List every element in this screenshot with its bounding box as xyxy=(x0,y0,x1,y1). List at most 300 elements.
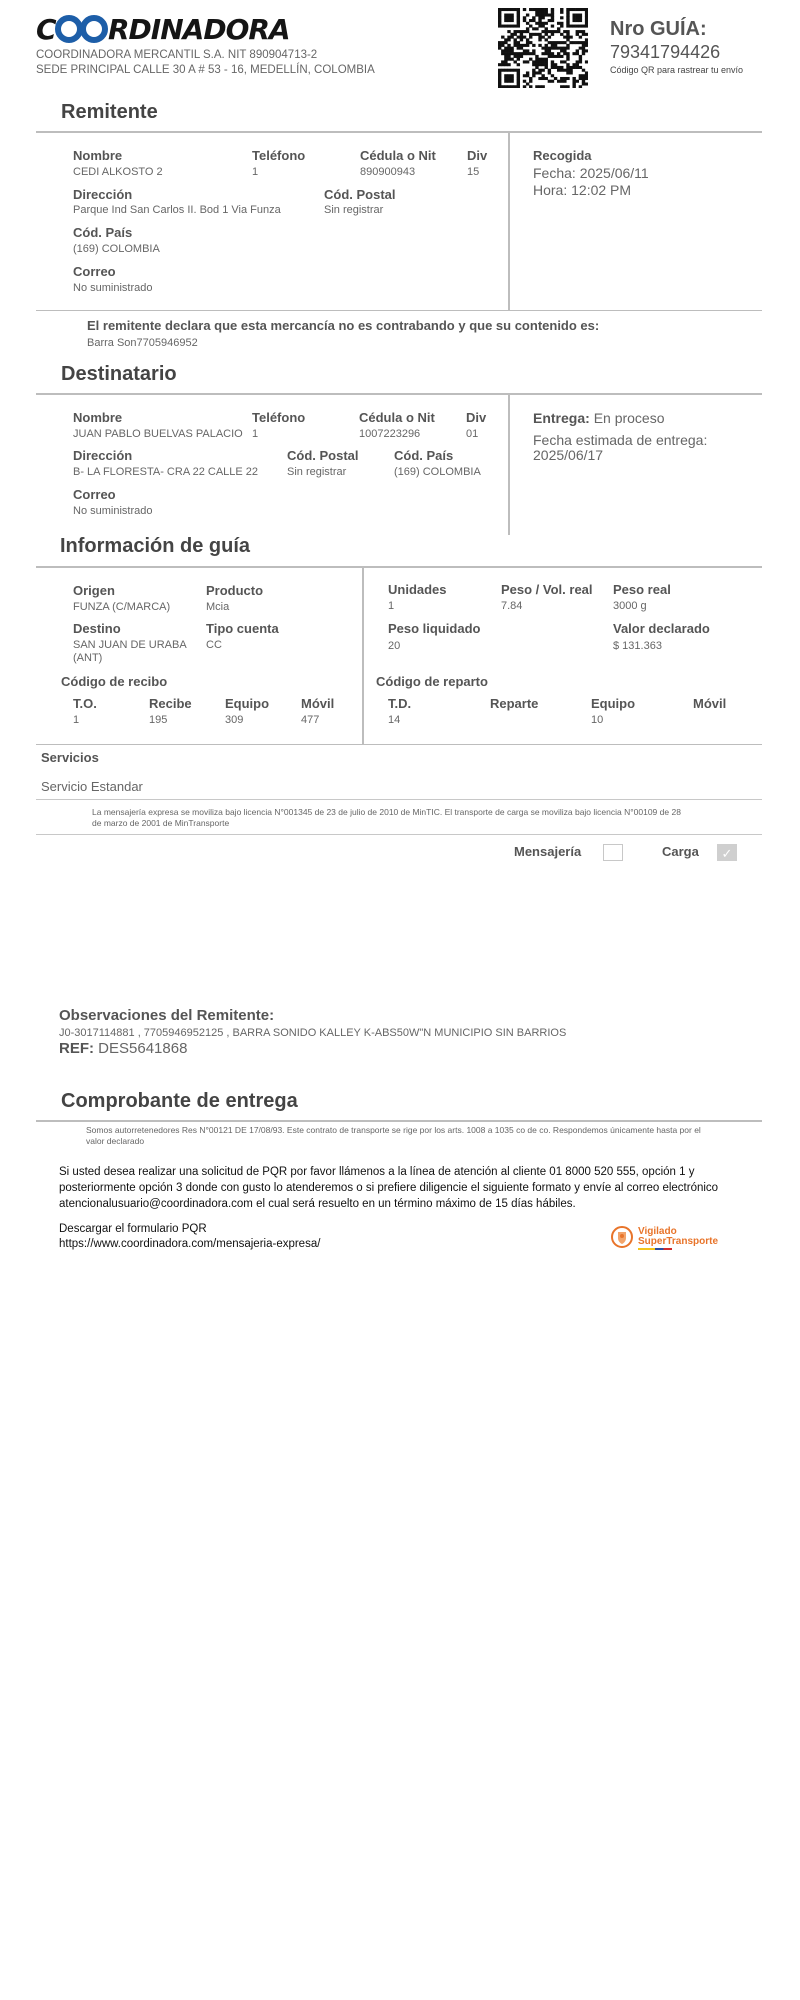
qr-module xyxy=(548,71,551,74)
qr-module xyxy=(538,8,541,11)
qr-module xyxy=(579,16,582,19)
destinatario-cedula-label: Cédula o Nit xyxy=(359,410,435,425)
qr-module xyxy=(569,41,572,44)
qr-module xyxy=(560,47,563,50)
qr-module xyxy=(507,36,510,39)
qr-module xyxy=(523,8,526,11)
qr-module xyxy=(510,77,513,80)
qr-module xyxy=(545,30,548,33)
qr-module xyxy=(585,44,588,47)
qr-module xyxy=(548,69,551,72)
qr-module xyxy=(551,66,554,69)
qr-module xyxy=(507,8,510,11)
qr-module xyxy=(498,8,501,11)
qr-module xyxy=(514,69,517,72)
divider xyxy=(508,132,510,310)
qr-module xyxy=(566,14,569,17)
declaracion-contenido: Barra Son7705946952 xyxy=(87,337,198,349)
qr-module xyxy=(560,85,563,88)
qr-module xyxy=(498,14,501,17)
qr-module xyxy=(585,25,588,28)
guide-number: 79341794426 xyxy=(610,42,721,62)
qr-module xyxy=(514,55,517,58)
qr-module xyxy=(507,44,510,47)
qr-module xyxy=(582,82,585,85)
qr-module xyxy=(498,71,501,74)
remitente-cod-pais-label: Cód. País xyxy=(73,225,133,240)
qr-module xyxy=(541,30,544,33)
qr-module xyxy=(507,69,510,72)
qr-module xyxy=(563,36,566,39)
qr-module xyxy=(514,33,517,36)
qr-module xyxy=(526,41,529,44)
qr-module xyxy=(582,47,585,50)
qr-module xyxy=(517,80,520,83)
qr-module xyxy=(532,27,535,30)
qr-module xyxy=(548,52,551,55)
qr-module xyxy=(585,33,588,36)
qr-module xyxy=(514,52,517,55)
qr-module xyxy=(572,8,575,11)
qr-module xyxy=(532,16,535,19)
qr-module xyxy=(514,41,517,44)
comprobante-title: Comprobante de entrega xyxy=(61,1090,298,1112)
qr-module xyxy=(517,41,520,44)
qr-module xyxy=(504,47,507,50)
qr-module xyxy=(569,69,572,72)
qr-module xyxy=(557,47,560,50)
qr-module xyxy=(548,47,551,50)
qr-module xyxy=(538,19,541,22)
svg-text:C: C xyxy=(36,14,56,44)
qr-module xyxy=(551,25,554,28)
qr-module xyxy=(576,41,579,44)
qr-module xyxy=(579,30,582,33)
recibo-value-movil: 477 xyxy=(301,714,320,726)
qr-module xyxy=(507,38,510,41)
qr-module xyxy=(498,69,501,72)
qr-module xyxy=(576,52,579,55)
qr-module xyxy=(535,58,538,61)
company-logo xyxy=(36,14,316,44)
destinatario-cod-pais-label: Cód. País xyxy=(394,448,454,463)
tipo-cuenta: CC xyxy=(206,639,222,651)
qr-module xyxy=(576,66,579,69)
qr-module xyxy=(545,47,548,50)
qr-module xyxy=(526,44,529,47)
fecha-estimada-label: Fecha estimada de entrega: xyxy=(533,432,708,448)
qr-module xyxy=(541,74,544,77)
company-line-1: COORDINADORA MERCANTIL S.A. NIT 890904713-2 xyxy=(36,49,318,61)
qr-module xyxy=(535,14,538,17)
qr-module xyxy=(566,22,569,25)
qr-module xyxy=(563,47,566,50)
qr-module xyxy=(582,33,585,36)
qr-module xyxy=(535,60,538,63)
qr-module xyxy=(582,74,585,77)
qr-module xyxy=(507,55,510,58)
qr-module xyxy=(582,41,585,44)
qr-module xyxy=(579,66,582,69)
qr-module xyxy=(582,69,585,72)
qr-module xyxy=(551,11,554,14)
supertransporte-seal xyxy=(610,1225,722,1251)
qr-module xyxy=(560,16,563,19)
qr-module xyxy=(538,22,541,25)
remitente-div: 15 xyxy=(467,166,480,178)
qr-module xyxy=(582,80,585,83)
qr-module xyxy=(498,74,501,77)
qr-module xyxy=(514,30,517,33)
qr-module xyxy=(538,14,541,17)
divider xyxy=(36,799,762,800)
qr-module xyxy=(517,47,520,50)
qr-module xyxy=(566,66,569,69)
qr-module xyxy=(504,55,507,58)
qr-module xyxy=(514,8,517,11)
qr-module xyxy=(541,11,544,14)
peso-vol: 7.84 xyxy=(501,600,523,612)
qr-module xyxy=(501,60,504,63)
qr-module xyxy=(501,85,504,88)
qr-module xyxy=(576,25,579,28)
qr-module xyxy=(551,41,554,44)
destinatario-telefono: 1 xyxy=(252,428,259,440)
qr-module xyxy=(520,30,523,33)
destinatario-direccion: B- LA FLORESTA- CRA 22 CALLE 22 xyxy=(73,466,259,478)
qr-module xyxy=(579,85,582,88)
qr-module xyxy=(541,60,544,63)
qr-module xyxy=(585,74,588,77)
qr-module xyxy=(541,77,544,80)
qr-module xyxy=(572,66,575,69)
qr-module xyxy=(548,19,551,22)
qr-module xyxy=(545,52,548,55)
recibo-header-equipo: Equipo xyxy=(225,696,270,711)
qr-module xyxy=(560,80,563,83)
qr-module xyxy=(523,52,526,55)
qr-module xyxy=(563,52,566,55)
qr-module xyxy=(538,38,541,41)
destinatario-nombre-label: Nombre xyxy=(73,410,123,425)
remitente-title: Remitente xyxy=(61,101,158,123)
qr-module xyxy=(545,11,548,14)
divider xyxy=(36,393,762,395)
qr-module xyxy=(498,19,501,22)
carga-label: Carga xyxy=(662,844,699,859)
qr-module xyxy=(538,60,541,63)
qr-module xyxy=(585,19,588,22)
remitente-cod-postal-label: Cód. Postal xyxy=(324,187,396,202)
qr-module xyxy=(576,14,579,17)
qr-module xyxy=(532,71,535,74)
entrega-status xyxy=(533,410,665,426)
qr-module xyxy=(526,27,529,30)
qr-module xyxy=(563,80,566,83)
remitente-nombre-label: Nombre xyxy=(73,148,123,163)
qr-module xyxy=(572,41,575,44)
observaciones-text: J0-3017114881 , 7705946952125 , BARRA SONIDO KALLEY K-ABS50W"N MUNICIPIO SIN BARRIOS xyxy=(59,1027,567,1039)
qr-module xyxy=(523,19,526,22)
qr-module xyxy=(585,14,588,17)
qr-module xyxy=(560,60,563,63)
recibo-header-movil: Móvil xyxy=(301,696,335,711)
codigo-reparto-label: Código de reparto xyxy=(376,674,488,689)
qr-module xyxy=(532,69,535,72)
qr-module xyxy=(517,58,520,61)
valor-declarado: $ 131.363 xyxy=(613,640,662,652)
qr-module xyxy=(572,14,575,17)
qr-module xyxy=(554,55,557,58)
recogida-hora: Hora: 12:02 PM xyxy=(533,182,632,198)
qr-module xyxy=(554,77,557,80)
qr-module xyxy=(545,38,548,41)
qr-module xyxy=(529,8,532,11)
qr-module xyxy=(517,71,520,74)
declaracion-text: El remitente declara que esta mercancía no es contrabando y que su contenido es: xyxy=(87,318,600,333)
qr-module xyxy=(579,8,582,11)
qr-module xyxy=(517,19,520,22)
qr-module xyxy=(579,55,582,58)
qr-module xyxy=(520,52,523,55)
destinatario-telefono-label: Teléfono xyxy=(252,410,306,425)
qr-module xyxy=(569,36,572,39)
qr-module xyxy=(507,63,510,66)
qr-module xyxy=(566,52,569,55)
qr-module xyxy=(576,63,579,66)
qr-module xyxy=(582,25,585,28)
qr-module xyxy=(541,14,544,17)
qr-module xyxy=(563,69,566,72)
qr-module xyxy=(510,85,513,88)
qr-module xyxy=(585,8,588,11)
qr-module xyxy=(560,77,563,80)
codigo-recibo-label: Código de recibo xyxy=(61,674,168,689)
qr-module xyxy=(551,63,554,66)
mensajeria-label: Mensajería xyxy=(514,844,582,859)
qr-module xyxy=(554,63,557,66)
qr-module xyxy=(517,25,520,28)
qr-module xyxy=(551,60,554,63)
qr-module xyxy=(507,25,510,28)
remitente-telefono: 1 xyxy=(252,166,259,178)
ref-line xyxy=(59,1040,187,1057)
qr-module xyxy=(510,49,513,52)
qr-module xyxy=(538,44,541,47)
qr-module xyxy=(557,80,560,83)
qr-module xyxy=(510,74,513,77)
descargar-pqr-label: Descargar el formulario PQR xyxy=(59,1223,207,1235)
qr-module xyxy=(507,74,510,77)
qr-module xyxy=(529,33,532,36)
qr-module xyxy=(579,77,582,80)
producto: Mcia xyxy=(206,601,230,613)
qr-module xyxy=(582,44,585,47)
qr-module xyxy=(510,16,513,19)
tracking-qr-code[interactable] xyxy=(498,8,588,88)
qr-module xyxy=(517,44,520,47)
qr-module xyxy=(576,19,579,22)
qr-module xyxy=(507,19,510,22)
peso-liquidado-label: Peso liquidado xyxy=(388,621,481,636)
qr-module xyxy=(532,63,535,66)
qr-module xyxy=(520,47,523,50)
divider xyxy=(508,394,510,535)
qr-module xyxy=(551,52,554,55)
qr-module xyxy=(520,36,523,39)
qr-module xyxy=(579,47,582,50)
qr-module xyxy=(529,80,532,83)
qr-module xyxy=(554,30,557,33)
qr-module xyxy=(535,11,538,14)
qr-module xyxy=(566,16,569,19)
unidades: 1 xyxy=(388,600,395,612)
unidades-label: Unidades xyxy=(388,582,447,597)
qr-module xyxy=(551,8,554,11)
qr-module xyxy=(538,16,541,19)
qr-module xyxy=(541,16,544,19)
servicios-title: Servicios xyxy=(41,750,99,765)
qr-module xyxy=(560,66,563,69)
qr-module xyxy=(579,41,582,44)
qr-module xyxy=(541,52,544,55)
qr-module xyxy=(529,25,532,28)
qr-module xyxy=(572,63,575,66)
divider xyxy=(36,566,762,568)
recogida-fecha: Fecha: 2025/06/11 xyxy=(533,165,649,181)
qr-module xyxy=(566,30,569,33)
qr-module xyxy=(517,8,520,11)
qr-module xyxy=(554,41,557,44)
qr-module xyxy=(526,49,529,52)
qr-module xyxy=(551,55,554,58)
destinatario-cedula: 1007223296 xyxy=(359,428,421,440)
destinatario-div-label: Div xyxy=(466,410,487,425)
qr-module xyxy=(563,41,566,44)
destinatario-correo-label: Correo xyxy=(73,487,116,502)
qr-module xyxy=(504,80,507,83)
qr-module xyxy=(579,25,582,28)
qr-module xyxy=(576,60,579,63)
valor-declarado-label: Valor declarado xyxy=(613,621,710,636)
carga-checkbox[interactable]: ✓ xyxy=(717,844,737,861)
remitente-direccion: Parque Ind San Carlos II. Bod 1 Via Funza xyxy=(73,204,281,216)
peso-vol-label: Peso / Vol. real xyxy=(501,582,593,597)
qr-module xyxy=(554,44,557,47)
reparto-header-td: T.D. xyxy=(388,696,412,711)
qr-module xyxy=(517,63,520,66)
qr-module xyxy=(498,22,501,25)
qr-module xyxy=(572,25,575,28)
mensajeria-checkbox[interactable] xyxy=(603,844,623,861)
qr-module xyxy=(517,14,520,17)
remitente-cod-pais: (169) COLOMBIA xyxy=(73,243,160,255)
divider xyxy=(36,131,762,133)
qr-module xyxy=(504,49,507,52)
qr-module xyxy=(576,33,579,36)
qr-module xyxy=(507,49,510,52)
qr-module xyxy=(535,22,538,25)
vigilado-text: Vigilado xyxy=(638,1226,677,1237)
qr-module xyxy=(563,85,566,88)
qr-module xyxy=(526,22,529,25)
qr-module xyxy=(541,22,544,25)
qr-module xyxy=(501,52,504,55)
qr-module xyxy=(529,77,532,80)
qr-module xyxy=(548,80,551,83)
qr-module xyxy=(532,33,535,36)
qr-module xyxy=(498,77,501,80)
qr-module xyxy=(582,8,585,11)
peso-real: 3000 g xyxy=(613,600,647,612)
qr-module xyxy=(535,55,538,58)
qr-module xyxy=(517,22,520,25)
qr-module xyxy=(541,8,544,11)
pqr-text: Si usted desea realizar una solicitud de PQR por favor llámenos a la línea de atención al cliente 01 8000 520 555, opción 1 y posteriormente opción 3 donde con gusto lo atenderemos o si prefiere diligencie el siguiente formato y envíe al correo electrónico atencionalusuario@coordinadora.com el cual será resuelto en un término máximo de 15 días hábiles. xyxy=(59,1166,719,1210)
qr-module xyxy=(560,8,563,11)
qr-module xyxy=(498,16,501,19)
divider xyxy=(362,567,364,744)
qr-module xyxy=(510,33,513,36)
qr-module xyxy=(501,49,504,52)
qr-module xyxy=(532,60,535,63)
qr-module xyxy=(538,11,541,14)
qr-module xyxy=(566,33,569,36)
qr-module xyxy=(572,16,575,19)
qr-module xyxy=(498,80,501,83)
qr-module xyxy=(572,52,575,55)
qr-module xyxy=(557,27,560,30)
qr-module xyxy=(504,8,507,11)
fecha-estimada: 2025/06/17 xyxy=(533,447,604,463)
qr-module xyxy=(566,55,569,58)
qr-module xyxy=(538,77,541,80)
qr-module xyxy=(504,14,507,17)
destinatario-direccion-label: Dirección xyxy=(73,448,133,463)
qr-module xyxy=(566,85,569,88)
qr-module xyxy=(551,30,554,33)
ref-value: DES5641868 xyxy=(98,1040,188,1057)
pqr-link[interactable]: https://www.coordinadora.com/mensajeria-expresa/ xyxy=(59,1238,321,1250)
qr-module xyxy=(579,36,582,39)
recibo-header-recibe: Recibe xyxy=(149,696,192,711)
qr-module xyxy=(510,52,513,55)
qr-module xyxy=(541,36,544,39)
qr-module xyxy=(585,49,588,52)
qr-module xyxy=(566,38,569,41)
qr-module xyxy=(504,77,507,80)
qr-module xyxy=(504,19,507,22)
qr-module xyxy=(504,74,507,77)
qr-module xyxy=(551,80,554,83)
qr-module xyxy=(572,19,575,22)
qr-module xyxy=(563,49,566,52)
qr-module xyxy=(576,49,579,52)
qr-module xyxy=(557,52,560,55)
qr-module xyxy=(551,16,554,19)
qr-module xyxy=(517,55,520,58)
qr-module xyxy=(529,19,532,22)
origen-label: Origen xyxy=(73,583,115,598)
qr-module xyxy=(585,11,588,14)
qr-module xyxy=(538,69,541,72)
qr-module xyxy=(572,80,575,83)
qr-module xyxy=(566,36,569,39)
qr-module xyxy=(576,30,579,33)
qr-module xyxy=(576,8,579,11)
qr-module xyxy=(532,44,535,47)
qr-module xyxy=(560,22,563,25)
